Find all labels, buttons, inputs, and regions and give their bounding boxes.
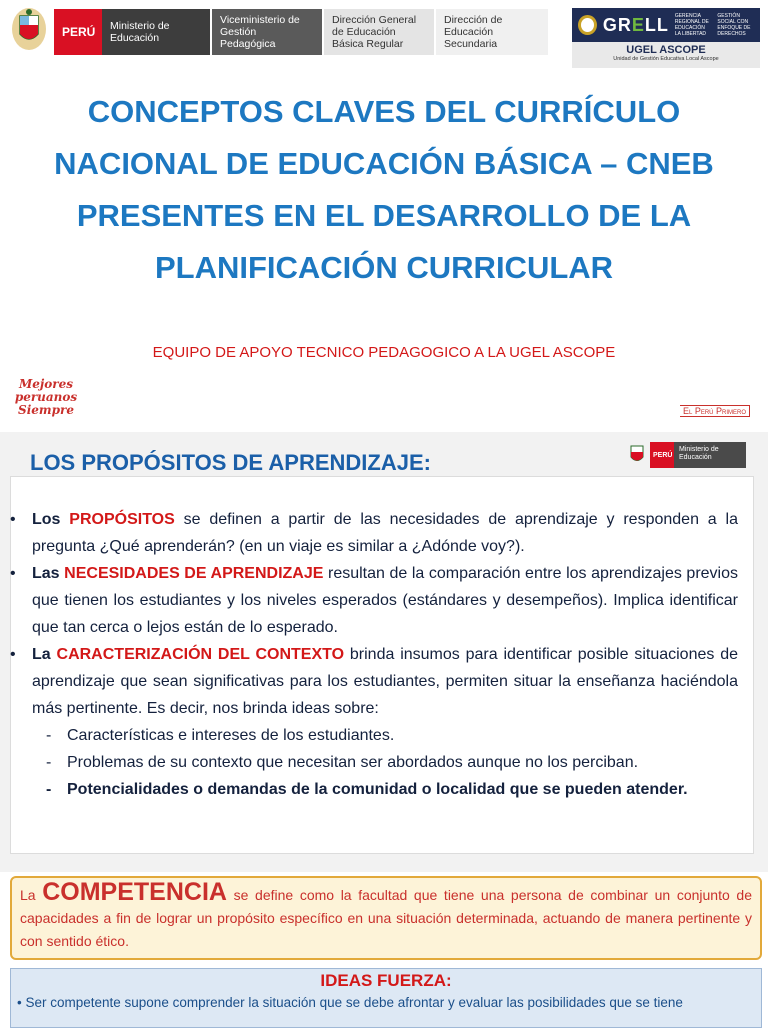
keyword-necesidades: NECESIDADES DE APRENDIZAJE <box>64 565 324 582</box>
bullet-caracterizacion: • La CARACTERIZACIÓN DEL CONTEXTO brinda insumos para identificar posible situaciones de aprendizaje que sean significativas para los estudiantes, permiten situar la enseñanza haciéndola más pertinente. Es decir, nos brinda ideas sobre: <box>10 641 738 722</box>
keyword-caracterizacion: CARACTERIZACIÓN DEL CONTEXTO <box>56 646 345 663</box>
sub-item-problemas: - Problemas de su contexto que necesitan ser abordados aunque no los perciban. <box>10 749 738 776</box>
mejores-peruanos-logo: Mejores peruanos Siempre <box>14 377 78 417</box>
bullet-propositos: • Los PROPÓSITOS se definen a partir de las necesidades de aprendizaje y responden a la pregunta ¿Qué aprenderán? (en un viaje es similar a ¿Adónde voy?). <box>10 506 738 560</box>
ideas-fuerza-title: IDEAS FUERZA: <box>320 971 452 990</box>
grell-small-text: GERENCIA REGIONAL DE EDUCACIÓN LA LIBERTAD <box>674 13 709 37</box>
team-subtitle: EQUIPO DE APOYO TECNICO PEDAGOGICO A LA UGEL ASCOPE <box>152 344 616 361</box>
grell-emblem-icon <box>578 15 597 35</box>
competence-definition-box: La COMPETENCIA se define como la facultad que tiene una persona de combinar un conjunto de capacidades a fin de lograr un propósito específico en una situación determinada, actuando de manera pertinente y con sentido ético. <box>10 876 762 960</box>
grell-small-text-2: GESTIÓN SOCIAL CON ENFOQUE DE DERECHOS <box>717 13 751 37</box>
purposes-content <box>10 506 738 803</box>
government-header <box>0 6 548 58</box>
keyword-competencia: COMPETENCIA <box>42 878 227 906</box>
bullet-necesidades: • Las NECESIDADES DE APRENDIZAJE resultan de la comparación entre los aprendizajes previos que tienen los estudiantes y los niveles esperados (estándares y desempeños). Implica identificar que tan cerca o lejos están de lo esperado. <box>10 560 738 641</box>
competence-definition-text: se define como la facultad que tiene una persona de combinar un conjunto de capacidades a fin de lograr un propósito específico en una situación determinada, actuando de manera pertinente y con sentido ético. <box>20 887 752 949</box>
grell-ugel-logo <box>572 8 760 68</box>
ideas-fuerza-box <box>10 968 762 1028</box>
ministry-logo <box>628 440 746 470</box>
ministry-label: Ministerio de Educación <box>674 442 746 468</box>
ugel-name: UGEL ASCOPE <box>626 44 706 56</box>
peru-label: PERÚ <box>650 442 674 468</box>
ideas-fuerza-text: • Ser competente supone comprender la situación que se debe afrontar y evaluar las posibilidades que se tiene <box>17 995 683 1010</box>
peru-coat-of-arms-icon <box>628 443 646 467</box>
ministry-label: Ministerio de Educación <box>102 9 210 55</box>
competence-slide <box>0 874 768 1024</box>
sub-item-potencialidades: - Potencialidades o demandas de la comunidad o localidad que se pueden atender. <box>10 776 738 803</box>
keyword-propositos: PROPÓSITOS <box>69 511 175 528</box>
sub-item-caracteristicas: - Características e intereses de los estudiantes. <box>10 722 738 749</box>
slide-heading: LOS PROPÓSITOS DE APRENDIZAJE: <box>30 450 431 475</box>
peru-coat-of-arms-icon <box>10 6 48 52</box>
main-title: CONCEPTOS CLAVES DEL CURRÍCULO NACIONAL DE EDUCACIÓN BÁSICA – CNEB PRESENTES EN EL DESARROLLO DE LA PLANIFICACIÓN CURRICULAR <box>54 94 714 285</box>
el-peru-primero-logo: El Perú Primero <box>680 405 750 417</box>
direction-secondary-label: Dirección de Educación Secundaria <box>436 9 548 55</box>
vice-ministry-label: Viceministerio de Gestión Pedagógica <box>212 9 322 55</box>
direction-general-label: Dirección General de Educación Básica Regular <box>324 9 434 55</box>
ugel-subtitle: Unidad de Gestión Educativa Local Ascope <box>613 56 719 62</box>
title-slide <box>0 0 768 430</box>
grell-wordmark: GRELL <box>602 14 669 35</box>
peru-label: PERÚ <box>54 9 102 55</box>
